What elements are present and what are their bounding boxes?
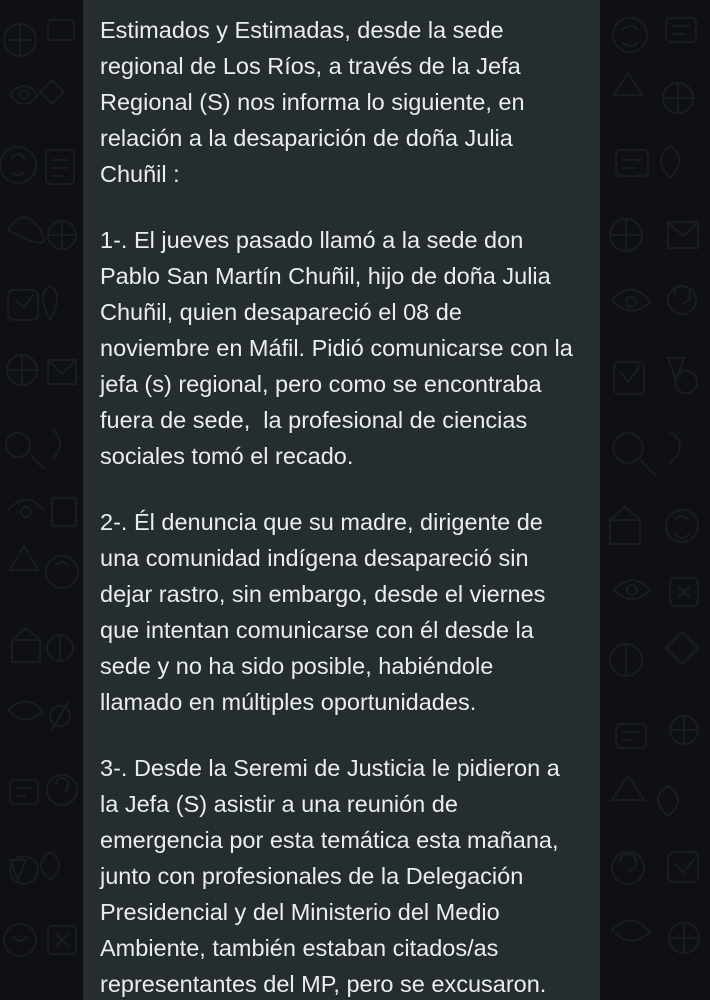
message-paragraph-1: Estimados y Estimadas, desde la sede regional de Los Ríos, a través de la Jefa Regional (S) nos informa lo siguiente, en relación a la desaparición de doña Julia Chuñil : bbox=[100, 17, 532, 187]
message-paragraph-4: 3-. Desde la Seremi de Justicia le pidieron a la Jefa (S) asistir a una reunión de emergencia por esta temática esta mañana, junto con profesionales de la Delegación Presidencial y del Ministerio del Medio Ambiente, también estaban citados/as representantes del MP, pero se excusaron. bbox=[100, 755, 567, 997]
doodle-pattern-icon bbox=[0, 0, 83, 1000]
wallpaper-left bbox=[0, 0, 83, 1000]
wallpaper-right bbox=[600, 0, 710, 1000]
message-bubble[interactable] bbox=[83, 0, 600, 1000]
doodle-pattern-icon bbox=[600, 0, 710, 1000]
message-paragraph-2: 1-. El jueves pasado llamó a la sede don Pablo San Martín Chuñil, hijo de doña Julia Chuñil, quien desapareció el 08 de noviembre en Máfil. Pidió comunicarse con la jefa (s) regional, pero como se encontraba fuera de sede, la profesional de ciencias sociales tomó el recado. bbox=[100, 227, 580, 469]
message-paragraph-3: 2-. Él denuncia que su madre, dirigente de una comunidad indígena desapareció sin dejar rastro, sin embargo, desde el viernes que intentan comunicarse con él desde la sede y no ha sido posible, habiéndole llamado en múltiples oportunidades. bbox=[100, 509, 552, 715]
